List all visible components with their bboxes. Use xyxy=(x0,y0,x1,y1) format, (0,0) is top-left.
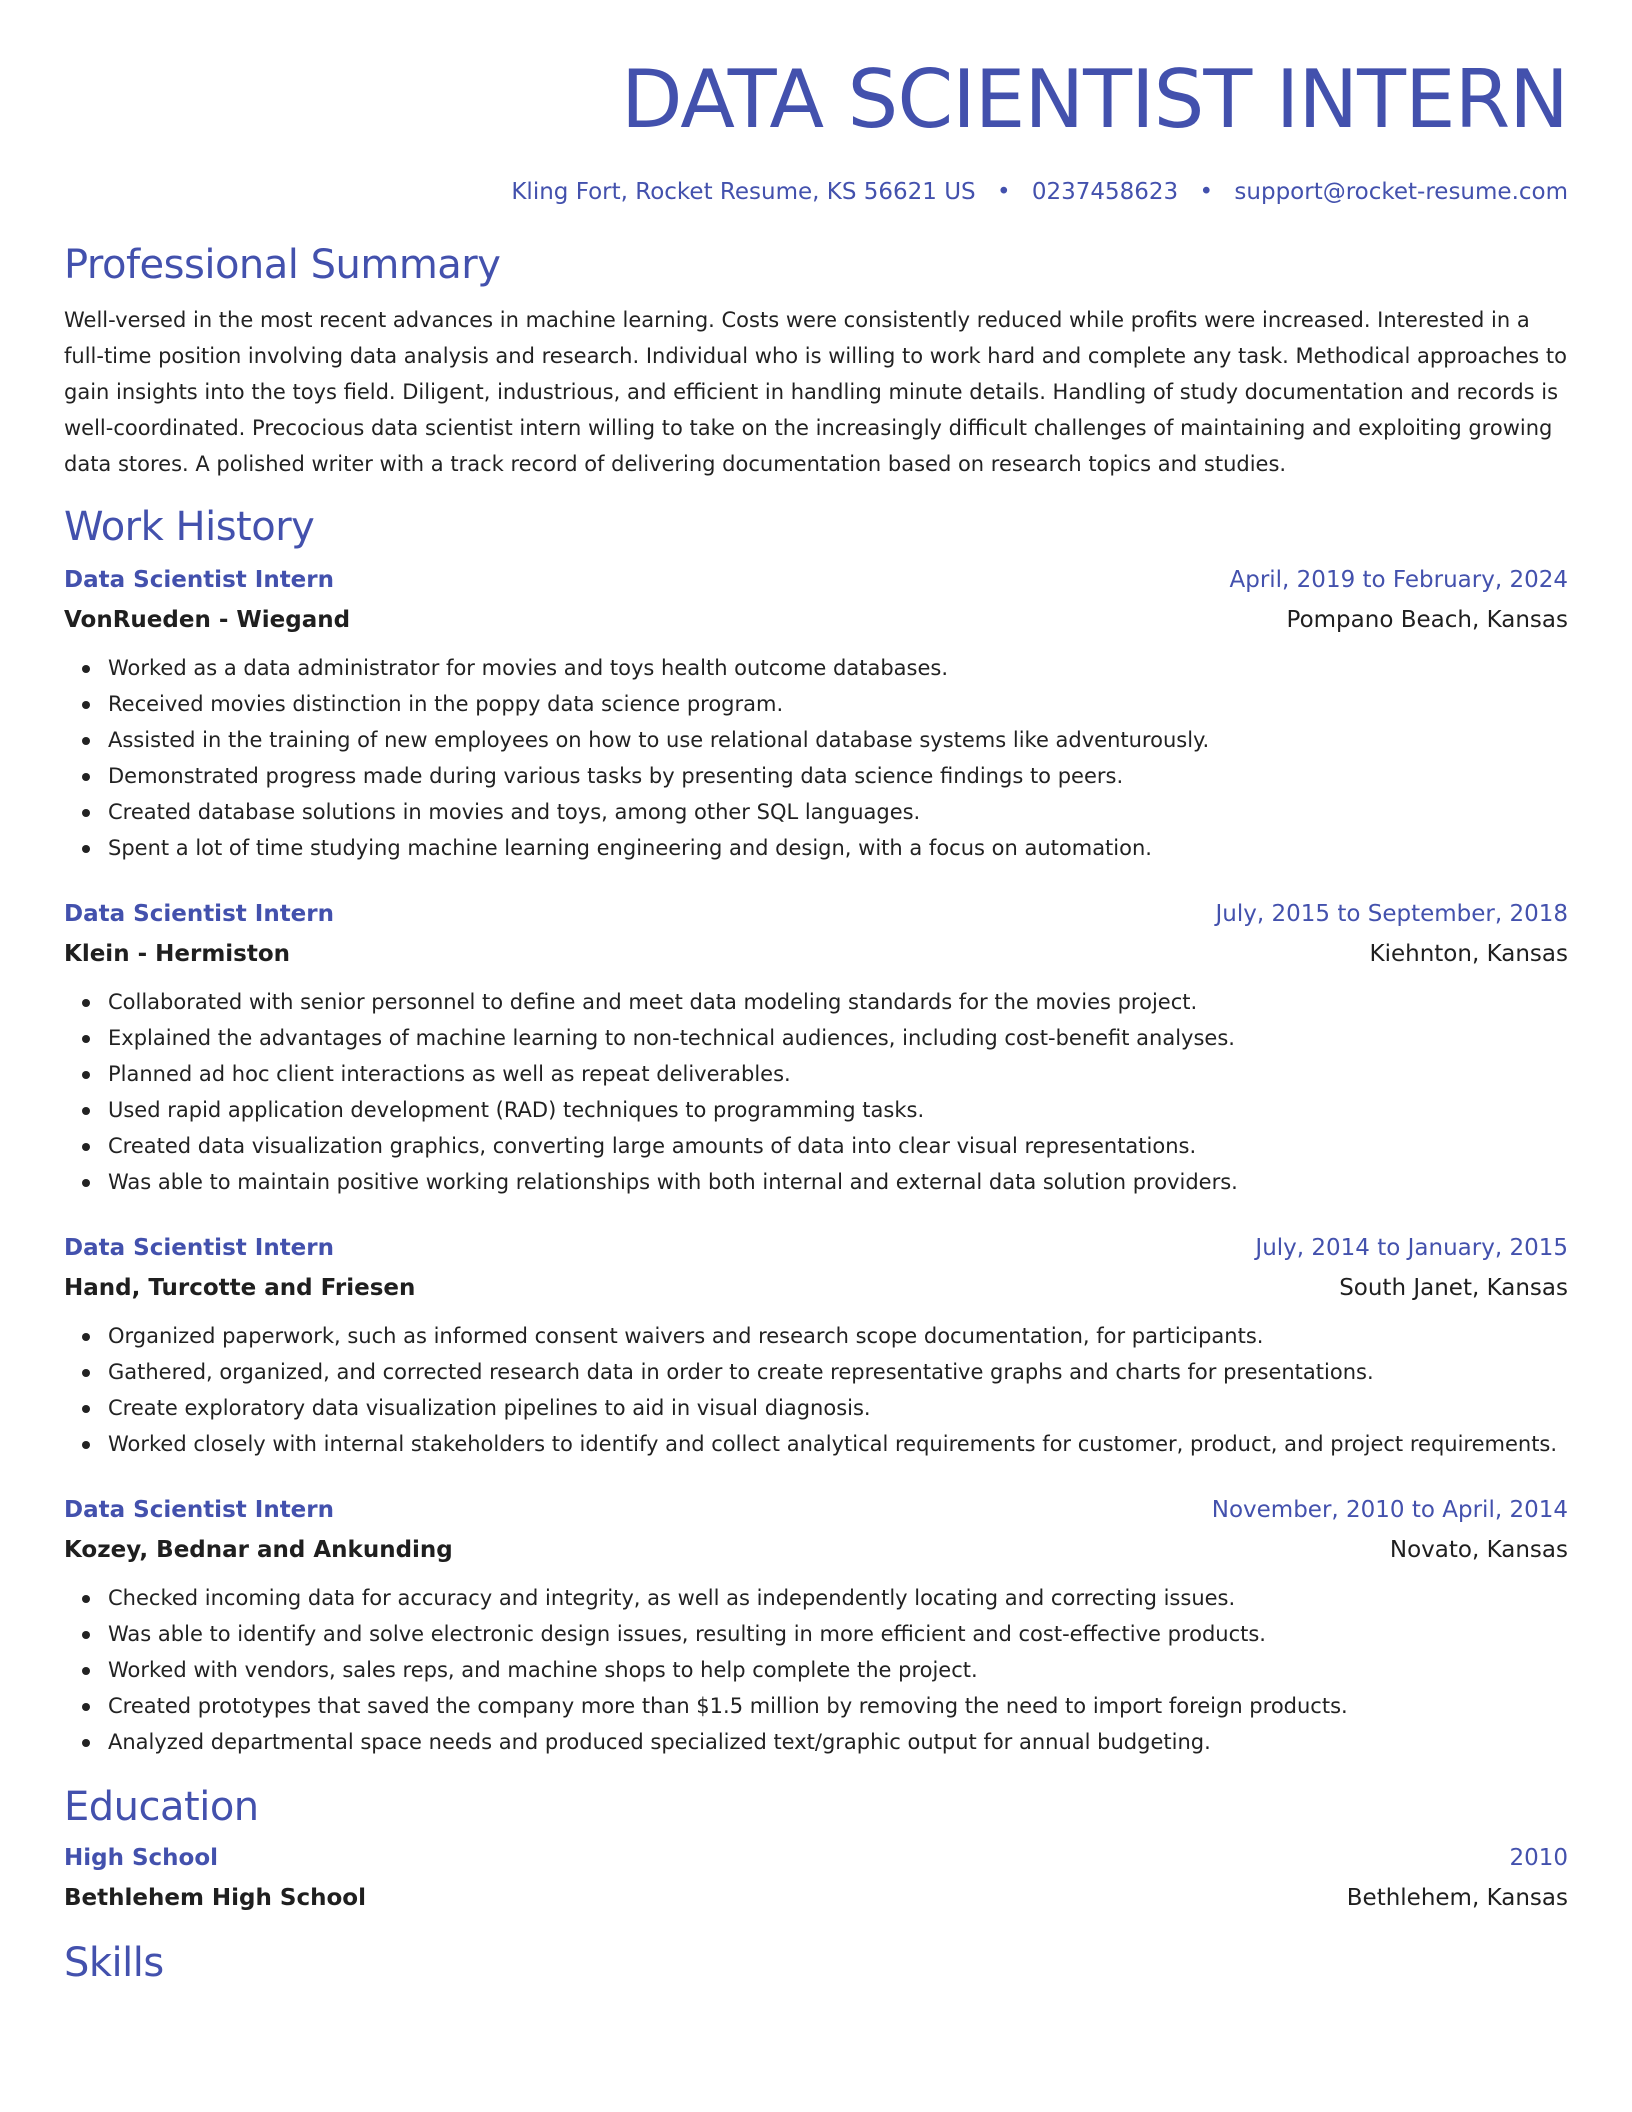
contact-separator: • xyxy=(1199,179,1214,205)
job-header-row xyxy=(64,560,1568,600)
job-entry xyxy=(64,1490,1568,1760)
job-dates: April, 2019 to February, 2024 xyxy=(1229,567,1568,593)
job-bullets xyxy=(64,1580,1568,1760)
education-school-row xyxy=(64,1878,1568,1918)
contact-address: Kling Fort, Rocket Resume, KS 56621 US xyxy=(511,179,976,205)
job-location: Kiehnton, Kansas xyxy=(1369,941,1568,967)
skills-heading: Skills xyxy=(64,1940,164,1986)
education-entry xyxy=(64,1838,1568,1918)
job-entry xyxy=(64,894,1568,1200)
education-header-row xyxy=(64,1838,1568,1878)
job-dates: November, 2010 to April, 2014 xyxy=(1211,1497,1568,1523)
job-bullet: Received movies distinction in the poppy data science program. xyxy=(108,686,1568,722)
job-bullet: Demonstrated progress made during various tasks by presenting data science findings to peers. xyxy=(108,758,1568,794)
job-header-row xyxy=(64,1490,1568,1530)
job-company-row xyxy=(64,934,1568,974)
job-bullet: Created data visualization graphics, converting large amounts of data into clear visual representations. xyxy=(108,1128,1568,1164)
contact-email: support@rocket-resume.com xyxy=(1234,179,1568,205)
job-company: Klein - Hermiston xyxy=(64,941,291,967)
job-company: VonRueden - Wiegand xyxy=(64,607,351,633)
job-location: Novato, Kansas xyxy=(1389,1537,1568,1563)
job-bullet: Was able to maintain positive working relationships with both internal and external data solution providers. xyxy=(108,1164,1568,1200)
job-bullet: Created database solutions in movies and toys, among other SQL languages. xyxy=(108,794,1568,830)
contact-line xyxy=(64,176,1568,208)
job-bullet: Create exploratory data visualization pipelines to aid in visual diagnosis. xyxy=(108,1390,1568,1426)
education-school: Bethlehem High School xyxy=(64,1885,366,1911)
education-location: Bethlehem, Kansas xyxy=(1346,1885,1568,1911)
job-title: Data Scientist Intern xyxy=(64,901,335,927)
summary-heading: Professional Summary xyxy=(64,242,501,288)
job-bullet: Worked with vendors, sales reps, and machine shops to help complete the project. xyxy=(108,1652,1568,1688)
job-header-row xyxy=(64,894,1568,934)
job-company: Kozey, Bednar and Ankunding xyxy=(64,1537,453,1563)
job-dates: July, 2014 to January, 2015 xyxy=(1255,1235,1568,1261)
job-bullet: Collaborated with senior personnel to define and meet data modeling standards for the movies project. xyxy=(108,984,1568,1020)
job-bullet: Gathered, organized, and corrected research data in order to create representative graphs and charts for presentations. xyxy=(108,1354,1568,1390)
job-bullet: Planned ad hoc client interactions as well as repeat deliverables. xyxy=(108,1056,1568,1092)
job-title: Data Scientist Intern xyxy=(64,567,335,593)
job-bullet: Organized paperwork, such as informed consent waivers and research scope documentation, for participants. xyxy=(108,1318,1568,1354)
job-bullets xyxy=(64,650,1568,866)
education-degree: High School xyxy=(64,1845,219,1871)
work-history-heading: Work History xyxy=(64,504,315,550)
resume-title: DATA SCIENTIST INTERN xyxy=(621,53,1568,146)
job-bullet: Created prototypes that saved the company more than $1.5 million by removing the need to import foreign products. xyxy=(108,1688,1568,1724)
job-bullet: Assisted in the training of new employees on how to use relational database systems like adventurously. xyxy=(108,722,1568,758)
job-bullets xyxy=(64,1318,1568,1462)
job-company-row xyxy=(64,600,1568,640)
education-year: 2010 xyxy=(1509,1845,1568,1871)
job-bullet: Worked closely with internal stakeholders to identify and collect analytical requirements for customer, product, and project requirements. xyxy=(108,1426,1568,1462)
education-heading: Education xyxy=(64,1784,259,1830)
job-bullet: Checked incoming data for accuracy and integrity, as well as independently locating and correcting issues. xyxy=(108,1580,1568,1616)
job-title: Data Scientist Intern xyxy=(64,1497,335,1523)
job-company-row xyxy=(64,1530,1568,1570)
job-bullet: Explained the advantages of machine learning to non-technical audiences, including cost-benefit analyses. xyxy=(108,1020,1568,1056)
job-bullet: Analyzed departmental space needs and produced specialized text/graphic output for annual budgeting. xyxy=(108,1724,1568,1760)
job-company: Hand, Turcotte and Friesen xyxy=(64,1275,416,1301)
contact-phone: 0237458623 xyxy=(1031,179,1179,205)
job-bullet: Was able to identify and solve electronic design issues, resulting in more efficient and cost-effective products. xyxy=(108,1616,1568,1652)
job-company-row xyxy=(64,1268,1568,1308)
job-entry xyxy=(64,1228,1568,1462)
job-bullet: Worked as a data administrator for movies and toys health outcome databases. xyxy=(108,650,1568,686)
contact-separator: • xyxy=(996,179,1011,205)
job-bullet: Used rapid application development (RAD) techniques to programming tasks. xyxy=(108,1092,1568,1128)
job-location: South Janet, Kansas xyxy=(1339,1275,1568,1301)
job-bullets xyxy=(64,984,1568,1200)
job-title: Data Scientist Intern xyxy=(64,1235,335,1261)
job-entry xyxy=(64,560,1568,866)
job-dates: July, 2015 to September, 2018 xyxy=(1215,901,1568,927)
job-bullet: Spent a lot of time studying machine learning engineering and design, with a focus on automation. xyxy=(108,830,1568,866)
summary-text: Well-versed in the most recent advances in machine learning. Costs were consistently reduced while profits were increased. Interested in a full-time position involving data analysis and research. Individual who is willing to work hard and complete any task. Methodical approaches to gain insights into the toys field. Diligent, industrious, and efficient in handling minute details. Handling of study documentation and records is well-coordinated. Precocious data scientist intern willing to take on the increasingly difficult challenges of maintaining and exploiting growing data stores. A polished writer with a track record of delivering documentation based on research topics and studies. xyxy=(64,308,1567,476)
job-header-row xyxy=(64,1228,1568,1268)
job-location: Pompano Beach, Kansas xyxy=(1286,607,1568,633)
